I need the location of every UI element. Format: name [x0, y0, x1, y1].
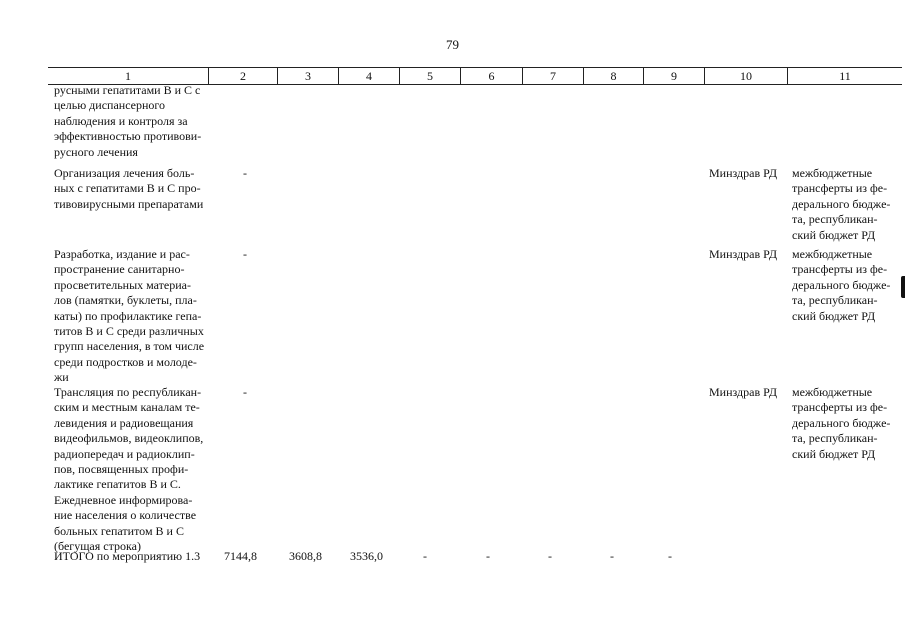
total-value-col3: 3608,8: [289, 549, 322, 563]
total-value-col7: -: [548, 549, 552, 563]
table-cell-funding: межбюджетные трансферты из фе- дерального бюдже- та, республикан- ский бюджет РД: [792, 166, 891, 242]
column-header-3: 3: [278, 68, 339, 84]
total-value-col4: 3536,0: [350, 549, 383, 563]
table-cell-activity: Трансляция по республикан- ским и местным каналам те- левидения и радиовещания видеофильмов, видеоклипов, радиопередач и радиоклип- пов, посвященных профи- лактике гепатитов В и С. Ежедневное информирова- ние населения о количестве больных гепатитом В и С (бегущая строка): [54, 385, 204, 554]
page-number: 79: [446, 37, 459, 52]
column-header-11: 11: [839, 69, 851, 83]
total-value-col5: -: [423, 549, 427, 563]
total-value-col6: -: [486, 549, 490, 563]
column-header-2: 2: [209, 68, 278, 84]
table-cell-dash: -: [243, 385, 247, 399]
table-cell-funding: межбюджетные трансферты из фе- дерального бюдже- та, республикан- ский бюджет РД: [792, 385, 891, 461]
column-header-4: 4: [339, 68, 400, 84]
table-cell-activity: Разработка, издание и рас- пространение санитарно- просветительных материа- лов (памятки, буклеты, пла- каты) по профилактике гепа- титов В и С среди различных групп населения, в том числе среди подростков и молоде- жи: [54, 247, 205, 385]
column-header-6: 6: [461, 68, 523, 84]
total-value-col9: -: [668, 549, 672, 563]
table-cell-funding: межбюджетные трансферты из фе- дерального бюдже- та, республикан- ский бюджет РД: [792, 247, 891, 323]
table-cell-activity: русными гепатитами В и С с целью диспансерного наблюдения и контроля за эффективностью противови- русного лечения: [54, 83, 202, 159]
column-header-5: 5: [400, 68, 461, 84]
scan-edge-mark: [901, 276, 905, 298]
total-label: ИТОГО по мероприятию 1.3: [54, 549, 201, 563]
total-value-col2: 7144,8: [224, 549, 257, 563]
column-header-7: 7: [523, 68, 584, 84]
table-cell-executor: Минздрав РД: [709, 385, 778, 399]
table-cell-executor: Минздрав РД: [709, 166, 778, 180]
table-cell-dash: -: [243, 166, 247, 180]
column-header-8: 8: [584, 68, 644, 84]
column-header-9: 9: [644, 68, 705, 84]
table-cell-dash: -: [243, 247, 247, 261]
column-header-10: 10: [705, 68, 788, 84]
table-cell-executor: Минздрав РД: [709, 247, 778, 261]
table-cell-activity: Организация лечения боль- ных с гепатитами В и С про- тивовирусными препаратами: [54, 166, 204, 211]
column-header-1: 1: [48, 68, 209, 84]
total-value-col8: -: [610, 549, 614, 563]
